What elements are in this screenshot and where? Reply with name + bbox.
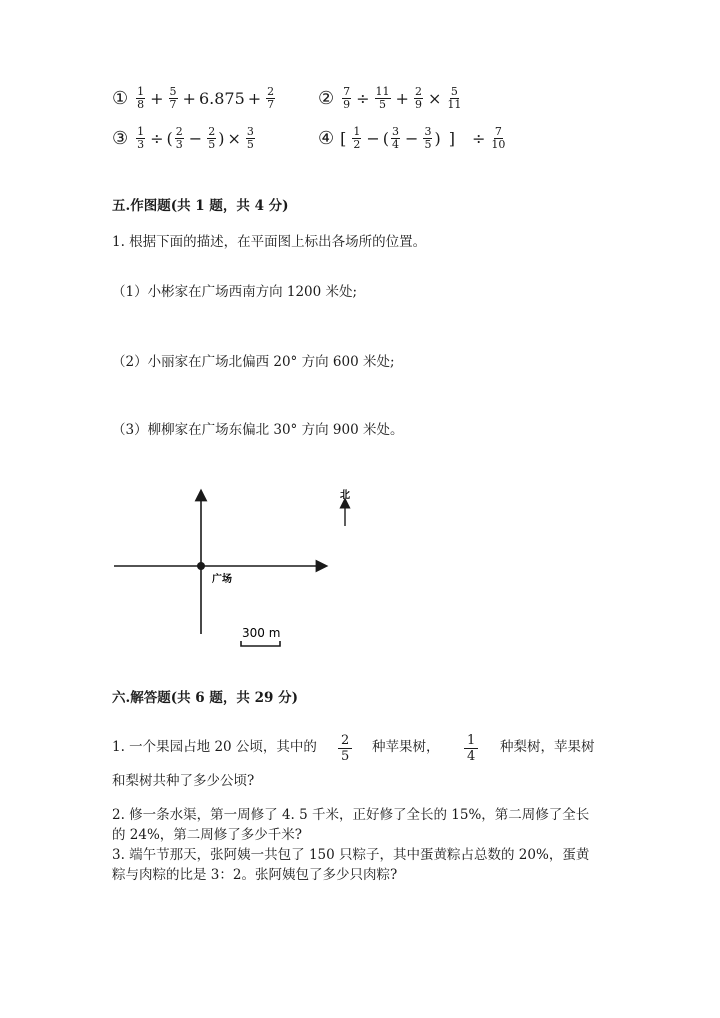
operator: + (395, 89, 409, 108)
problem-1-text-c: 种梨树，苹果树 (500, 739, 595, 755)
fraction: $\frac{2}{3}$ (175, 125, 183, 151)
fraction: $\frac{1}{8}$ (137, 85, 145, 111)
calc-problem-4 (318, 126, 508, 151)
problem-1-text-a: 1. 一个果园占地 20 公顷，其中的 (112, 739, 317, 755)
paren: ( (166, 129, 173, 148)
fraction: $\frac{3}{5}$ (424, 125, 432, 151)
operator: + (150, 89, 164, 108)
fraction: $\frac{1}{2}$ (353, 125, 361, 151)
problem-1-text-line2: 和梨树共种了多少公顷? (112, 773, 255, 789)
scale-label: 300 m (242, 626, 281, 640)
location-item-3: （3）柳柳家在广场东偏北 30° 方向 900 米处。 (112, 422, 404, 438)
fraction-one-fourth: 1 4 (464, 733, 478, 764)
fraction: $\frac{3}{4}$ (392, 125, 400, 151)
operator: − (188, 129, 203, 148)
problem-number: ① (112, 88, 129, 109)
fraction: $\frac{3}{5}$ (246, 125, 254, 151)
operator: − (405, 129, 419, 148)
fraction: $\frac{2}{9}$ (414, 85, 422, 111)
paren: ( (382, 129, 390, 148)
problem-3-line2: 粽与肉粽的比是 3：2。张阿姨包了多少只肉粽? (112, 867, 398, 883)
operator: ÷ (471, 129, 486, 148)
operator: ÷ (150, 129, 164, 148)
north-label: 北 (340, 490, 350, 501)
operator: ÷ (356, 89, 370, 108)
section-title-drawing: 五.作图题(共 1 题，共 4 分) (112, 198, 289, 214)
section-title-problems: 六.解答题(共 6 题，共 29 分) (112, 690, 298, 706)
calc-problem-1 (112, 86, 277, 111)
problem-number: ④ (318, 128, 335, 149)
problem-3-line1: 3. 端午节那天，张阿姨一共包了 150 只粽子，其中蛋黄粽占总数的 20%，蛋黄 (112, 847, 590, 863)
bracket: [ (340, 129, 347, 148)
fraction: $\frac{11}{5}$ (375, 85, 390, 111)
paren: ) (218, 129, 225, 148)
fraction: $\frac{7}{9}$ (343, 85, 351, 111)
operator: − (366, 129, 380, 148)
map-diagram (100, 480, 380, 660)
fraction: $\frac{1}{3}$ (137, 125, 145, 151)
problem-2-line2: 的 24%，第二周修了多少千米? (112, 827, 303, 843)
location-item-2: （2）小丽家在广场北偏西 20° 方向 600 米处; (112, 354, 395, 370)
problem-2-line1: 2. 修一条水渠，第一周修了 4. 5 千米，正好修了全长的 15%，第二周修了全长 (112, 807, 590, 823)
fraction: $\frac{2}{5}$ (208, 125, 216, 151)
fraction: $\frac{5}{7}$ (169, 85, 177, 111)
fraction: $\frac{5}{11}$ (447, 85, 462, 111)
paren: ) (434, 129, 441, 148)
fraction: $\frac{7}{10}$ (491, 125, 506, 151)
question-text: 1. 根据下面的描述，在平面图上标出各场所的位置。 (112, 234, 427, 250)
problem-number: ② (318, 88, 335, 109)
location-item-1: （1）小彬家在广场西南方向 1200 米处; (112, 284, 358, 300)
operator: + (182, 89, 196, 108)
scale-bar (241, 641, 280, 646)
plaza-point (197, 562, 205, 570)
problem-number: ③ (112, 128, 129, 149)
operator: × (427, 89, 442, 108)
bracket: ] (448, 129, 455, 148)
decimal-number: 6.875 (198, 89, 245, 108)
calc-problem-3 (112, 126, 257, 151)
calc-problem-2 (318, 86, 464, 111)
operator: × (227, 129, 241, 148)
fraction: $\frac{2}{7}$ (267, 85, 275, 111)
plaza-label: 广场 (212, 574, 232, 585)
problem-1-text-b: 种苹果树， (372, 739, 440, 755)
operator: + (247, 89, 262, 108)
fraction-two-fifths: 2 5 (338, 733, 352, 764)
